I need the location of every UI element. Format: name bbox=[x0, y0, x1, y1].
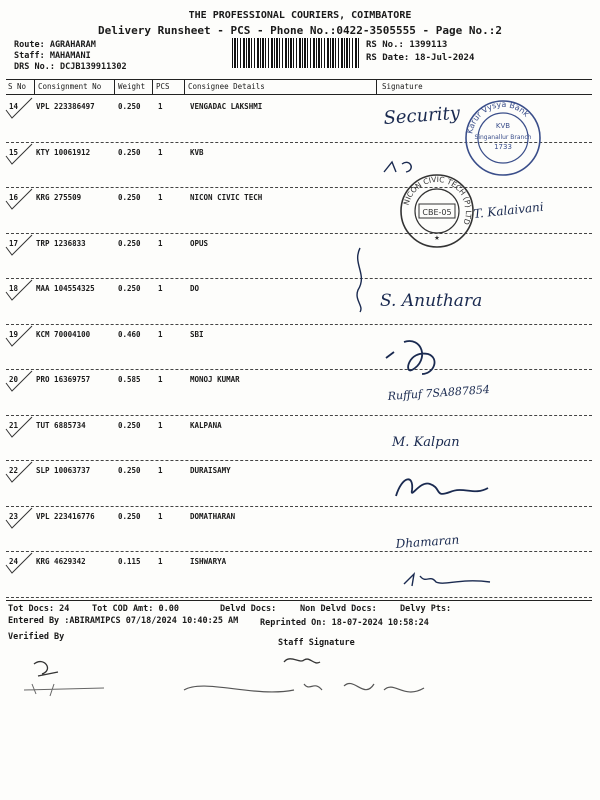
row-sno: 22 bbox=[9, 466, 19, 475]
row-separator bbox=[6, 233, 592, 234]
row-weight: 0.250 bbox=[118, 420, 141, 430]
star-icon: ★ bbox=[434, 233, 440, 243]
signature-row-17 bbox=[346, 244, 376, 314]
check-mark-icon bbox=[4, 506, 34, 532]
total-docs: Tot Docs: 24 bbox=[8, 604, 70, 614]
row-pcs: 1 bbox=[158, 193, 163, 202]
handwritten-scribbles bbox=[14, 650, 594, 710]
row-consignment-no: TRP 1236833 bbox=[36, 238, 86, 248]
kvb-stamp-code: 1733 bbox=[494, 143, 512, 151]
signature-row-21 bbox=[390, 424, 510, 458]
nicon-company-stamp bbox=[398, 172, 476, 250]
nicon-stamp-outer-text: NICON CIVIC TECH (P) LTD bbox=[401, 174, 474, 226]
check-mark-icon bbox=[4, 233, 34, 259]
check-mark-icon bbox=[4, 96, 34, 122]
row-weight: 0.250 bbox=[118, 466, 141, 475]
non-delivered-docs: Non Delvd Docs: bbox=[300, 604, 377, 614]
row-pcs: 1 bbox=[158, 466, 163, 475]
barcode-image bbox=[232, 38, 360, 68]
drs-number: DRS No.: DCJB139911302 bbox=[14, 62, 127, 72]
check-mark-icon bbox=[4, 369, 34, 395]
row-weight: 0.460 bbox=[118, 329, 141, 339]
row-consignee: DOMATHARAN bbox=[190, 511, 236, 521]
row-consignment-no: VPL 223386497 bbox=[36, 102, 95, 111]
column-header-consignee: Consignee Details bbox=[188, 82, 265, 91]
table-top-rule bbox=[6, 79, 592, 80]
column-divider bbox=[376, 80, 377, 94]
svg-text:M. Kalpan: M. Kalpan bbox=[392, 435, 460, 450]
row-sno: 20 bbox=[9, 375, 19, 384]
row-consignee: SBI bbox=[190, 329, 204, 339]
rs-number: RS No.: 1399113 bbox=[366, 40, 448, 50]
signature-row-19 bbox=[382, 330, 462, 380]
kvb-stamp-branch: Singanallur Branch bbox=[474, 134, 532, 141]
row-separator bbox=[6, 278, 592, 279]
staff-label: Staff: MAHAMANI bbox=[14, 51, 91, 61]
row-separator bbox=[6, 506, 592, 507]
check-mark-icon bbox=[4, 324, 34, 350]
row-weight: 0.250 bbox=[118, 238, 141, 248]
row-consignment-no: KRG 275509 bbox=[36, 193, 82, 202]
row-consignment-no: VPL 223416776 bbox=[36, 511, 95, 521]
row-weight: 0.250 bbox=[118, 147, 141, 157]
signature-row-18 bbox=[376, 280, 536, 320]
row-separator bbox=[6, 187, 592, 188]
row-sno: 18 bbox=[9, 284, 19, 293]
check-mark-icon bbox=[4, 187, 34, 213]
row-pcs: 1 bbox=[158, 511, 163, 521]
row-pcs: 1 bbox=[158, 284, 163, 293]
check-mark-icon bbox=[4, 142, 34, 168]
row-sno: 16 bbox=[9, 193, 19, 202]
column-header-consignment: Consignment No bbox=[38, 82, 102, 91]
row-sno: 23 bbox=[9, 511, 19, 521]
check-mark-icon bbox=[4, 460, 34, 486]
row-consignee: DURAISAMY bbox=[190, 466, 231, 475]
row-weight: 0.250 bbox=[118, 284, 141, 293]
row-separator bbox=[6, 597, 592, 598]
column-divider bbox=[114, 80, 115, 94]
row-pcs: 1 bbox=[158, 329, 163, 339]
row-consignee: MONOJ KUMAR bbox=[190, 375, 240, 384]
row-separator bbox=[6, 415, 592, 416]
row-consignment-no: MAA 104554325 bbox=[36, 284, 95, 293]
signature-row-15 bbox=[380, 150, 440, 180]
column-divider bbox=[152, 80, 153, 94]
row-pcs: 1 bbox=[158, 375, 163, 384]
row-sno: 19 bbox=[9, 329, 19, 339]
row-consignee: KALPANA bbox=[190, 420, 222, 430]
row-consignee: OPUS bbox=[190, 238, 209, 248]
verified-by: Verified By bbox=[8, 632, 65, 642]
column-divider bbox=[184, 80, 185, 94]
row-separator bbox=[6, 369, 592, 370]
signature-row-24 bbox=[400, 564, 500, 594]
footer-rule bbox=[6, 600, 592, 601]
signature-row-14 bbox=[380, 96, 560, 136]
reprinted-on: Reprinted On: 18-07-2024 10:58:24 bbox=[260, 618, 429, 628]
check-mark-icon bbox=[4, 415, 34, 441]
table-header-rule bbox=[6, 94, 592, 95]
route-label: Route: AGRAHARAM bbox=[14, 40, 96, 50]
row-consignment-no: KTY 10061912 bbox=[36, 147, 91, 157]
row-sno: 17 bbox=[9, 238, 19, 248]
company-title: THE PROFESSIONAL COURIERS, COIMBATORE bbox=[188, 10, 412, 21]
check-mark-icon bbox=[4, 278, 34, 304]
row-weight: 0.585 bbox=[118, 375, 141, 384]
staff-signature-label: Staff Signature bbox=[278, 638, 355, 648]
column-header-signature: Signature bbox=[382, 82, 423, 91]
kvb-stamp-outer-text: Karur Vysya Bank bbox=[465, 99, 531, 135]
row-consignee: ISHWARYA bbox=[190, 557, 227, 566]
row-weight: 0.115 bbox=[118, 557, 141, 566]
row-pcs: 1 bbox=[158, 147, 163, 157]
entered-by: Entered By :ABIRAMIPCS 07/18/2024 10:40:25 AM bbox=[8, 616, 239, 626]
row-consignee: NICON CIVIC TECH bbox=[190, 193, 263, 202]
kvb-stamp-inner: KVB bbox=[495, 122, 511, 130]
delivered-docs: Delvd Docs: bbox=[220, 604, 277, 614]
delivery-points: Delvy Pts: bbox=[400, 604, 452, 614]
row-consignee: KVB bbox=[190, 147, 204, 157]
row-pcs: 1 bbox=[158, 238, 163, 248]
signature-row-20 bbox=[386, 374, 506, 414]
row-sno: 24 bbox=[9, 557, 19, 566]
row-pcs: 1 bbox=[158, 102, 163, 111]
row-separator bbox=[6, 324, 592, 325]
row-sno: 15 bbox=[9, 147, 19, 157]
row-weight: 0.250 bbox=[118, 102, 141, 111]
svg-text:Dhamaran: Dhamaran bbox=[395, 532, 460, 551]
svg-text:T. Kalaivani: T. Kalaivani bbox=[472, 199, 545, 221]
row-pcs: 1 bbox=[158, 557, 163, 566]
row-sno: 14 bbox=[9, 102, 19, 111]
svg-text:Security: Security bbox=[382, 102, 461, 129]
rs-date: RS Date: 18-Jul-2024 bbox=[366, 53, 475, 63]
column-header-pcs: PCS bbox=[156, 82, 170, 91]
row-pcs: 1 bbox=[158, 420, 163, 430]
row-sno: 21 bbox=[9, 420, 19, 430]
signature-row-22 bbox=[390, 470, 500, 504]
row-consignment-no: SLP 10063737 bbox=[36, 466, 91, 475]
column-divider bbox=[34, 80, 35, 94]
row-consignee: VENGADAC LAKSHMI bbox=[190, 102, 263, 111]
svg-text:Ruffuf 7SA887854: Ruffuf 7SA887854 bbox=[387, 382, 491, 403]
row-weight: 0.250 bbox=[118, 511, 141, 521]
check-mark-icon bbox=[4, 551, 34, 577]
row-consignment-no: PRO 16369757 bbox=[36, 375, 91, 384]
svg-text:S. Anuthara: S. Anuthara bbox=[380, 291, 483, 311]
row-consignment-no: KCM 70004100 bbox=[36, 329, 91, 339]
row-consignment-no: KRG 4629342 bbox=[36, 557, 86, 566]
signature-row-16 bbox=[470, 196, 580, 230]
row-consignee: DO bbox=[190, 284, 200, 293]
runsheet-title: Delivery Runsheet - PCS - Phone No.:0422-3505555 - Page No.:2 bbox=[98, 24, 502, 37]
column-header-weight: Weight bbox=[118, 82, 146, 91]
row-separator bbox=[6, 460, 592, 461]
column-header-sno: S No bbox=[8, 82, 27, 91]
nicon-stamp-inner: CBE-05 bbox=[422, 208, 452, 217]
total-cod-amount: Tot COD Amt: 0.00 bbox=[92, 604, 179, 614]
row-weight: 0.250 bbox=[118, 193, 141, 202]
row-consignment-no: TUT 6885734 bbox=[36, 420, 86, 430]
signature-row-23 bbox=[394, 526, 514, 560]
